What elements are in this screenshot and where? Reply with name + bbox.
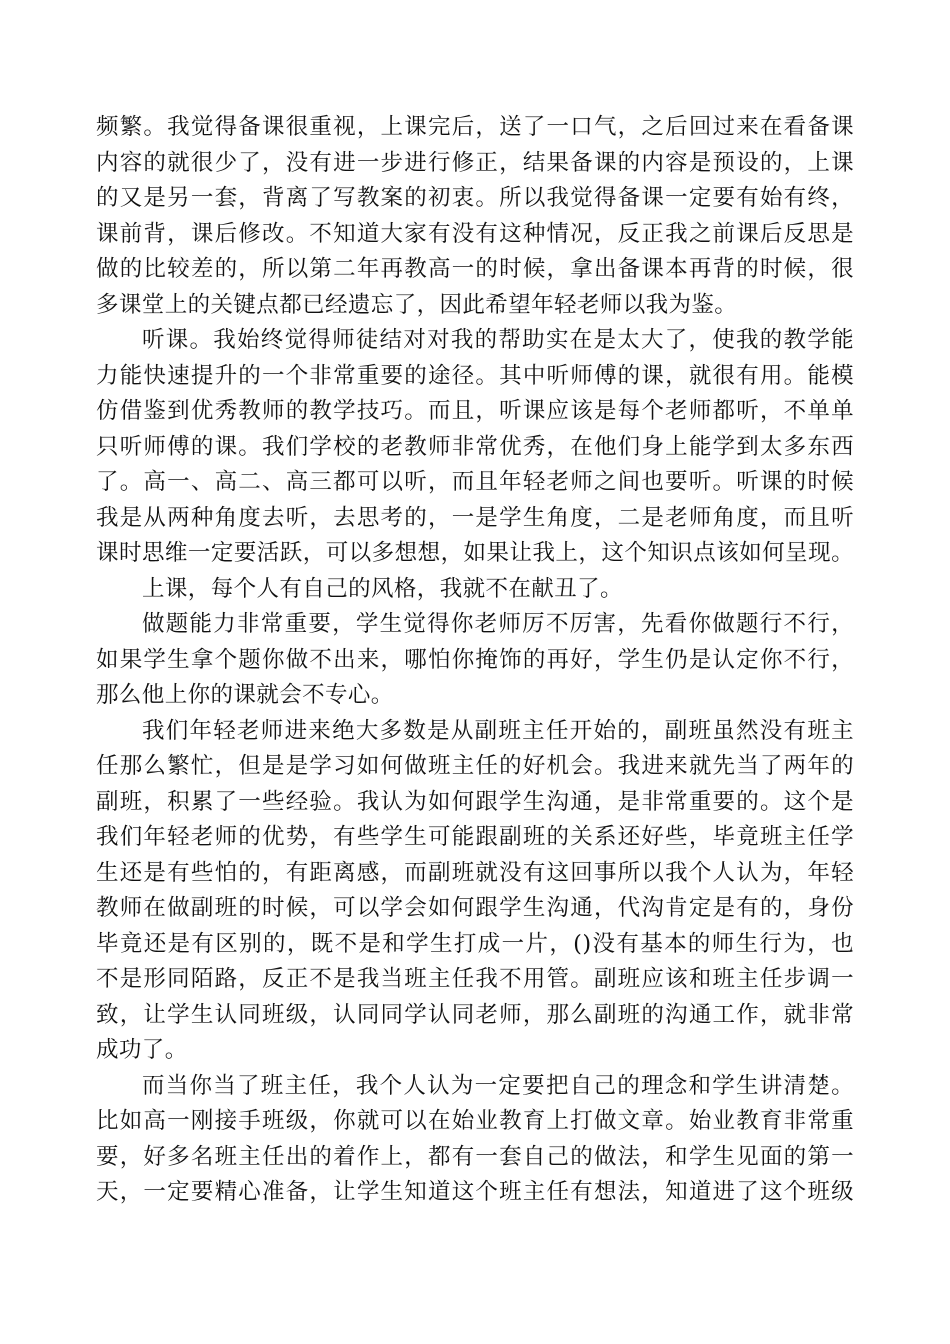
text-line: 如果学生拿个题你做不出来，哪怕你掩饰的再好，学生仍是认定你不行， [96,646,854,673]
text-line: 频繁。我觉得备课很重视，上课完后，送了一口气，之后回过来在看备课 [96,114,854,140]
text-line: 力能快速提升的一个非常重要的途径。其中听师傅的课，就很有用。能模 [96,362,854,389]
paragraph-head-teacher [96,1069,854,1211]
paragraph-teaching-style [96,572,854,608]
text-line: 不是形同陌路，反正不是我当班主任我不用管。副班应该和班主任步调一 [96,966,854,992]
text-line: 我们年轻老师的优势，有些学生可能跟副班的关系还好些，毕竟班主任学 [96,824,854,850]
text-line: 成功了。 [96,1037,188,1063]
text-line: 毕竟还是有区别的，既不是和学生打成一片，()没有基本的师生行为，也 [96,930,854,957]
text-line: 听课。我始终觉得师徒结对对我的帮助实在是太大了，使我的教学能 [142,327,854,353]
text-line: 课时思维一定要活跃，可以多想想，如果让我上，这个知识点该如何呈现。 [96,540,854,566]
text-line: 要，好多名班主任出的着作上，都有一套自己的做法，和学生见面的第一 [96,1143,854,1170]
text-line: 做题能力非常重要，学生觉得你老师厉不厉害，先看你做题行不行， [142,611,854,637]
paragraph-problem-solving [96,607,854,714]
text-line: 多课堂上的关键点都已经遗忘了，因此希望年轻老师以我为鉴。 [96,291,738,318]
text-line: 而当你当了班主任，我个人认为一定要把自己的理念和学生讲清楚。 [142,1072,854,1099]
text-line: 了。高一、高二、高三都可以听，而且年轻老师之间也要听。听课的时候 [96,469,854,495]
text-line: 任那么繁忙，但是是学习如何做班主任的好机会。我进来就先当了两年的 [96,753,854,779]
paragraph-observing-classes [96,323,854,572]
text-line: 天，一定要精心准备，让学生知道这个班主任有想法，知道进了这个班级 [96,1179,854,1205]
text-line: 课前背，课后修改。不知道大家有没有这种情况，反正我之前课后反思是 [96,220,854,247]
text-line: 内容的就很少了，没有进一步进行修正，结果备课的内容是预设的，上课 [96,149,854,176]
text-line: 教师在做副班的时候，可以学会如何跟学生沟通，代沟肯定是有的，身份 [96,895,854,921]
text-line: 那么他上你的课就会不专心。 [96,682,394,708]
text-line: 的又是另一套，背离了写教案的初衷。所以我觉得备课一定要有始有终， [96,185,854,211]
text-line: 副班，积累了一些经验。我认为如何跟学生沟通，是非常重要的。这个是 [96,788,854,815]
text-line: 我们年轻老师进来绝大多数是从副班主任开始的，副班虽然没有班主 [142,717,854,744]
paragraph-lesson-prep [96,110,854,323]
text-line: 只听师傅的课。我们学校的老教师非常优秀，在他们身上能学到太多东西 [96,433,854,460]
text-line: 生还是有些怕的，有距离感，而副班就没有这回事所以我个人认为，年轻 [96,859,854,886]
text-line: 致，让学生认同班级，认同同学认同老师，那么副班的沟通工作，就非常 [96,1001,854,1028]
text-line: 我是从两种角度去听，去思考的，一是学生角度，二是老师角度，而且听 [96,504,854,531]
text-line: 仿借鉴到优秀教师的教学技巧。而且，听课应该是每个老师都听，不单单 [96,398,854,424]
text-line: 比如高一刚接手班级，你就可以在始业教育上打做文章。始业教育非常重 [96,1108,854,1134]
text-line: 上课，每个人有自己的风格，我就不在献丑了。 [142,575,623,602]
document-body [96,110,854,1211]
paragraph-assistant-head-teacher [96,714,854,1069]
text-line: 做的比较差的，所以第二年再教高一的时候，拿出备课本再背的时候，很 [96,256,854,282]
